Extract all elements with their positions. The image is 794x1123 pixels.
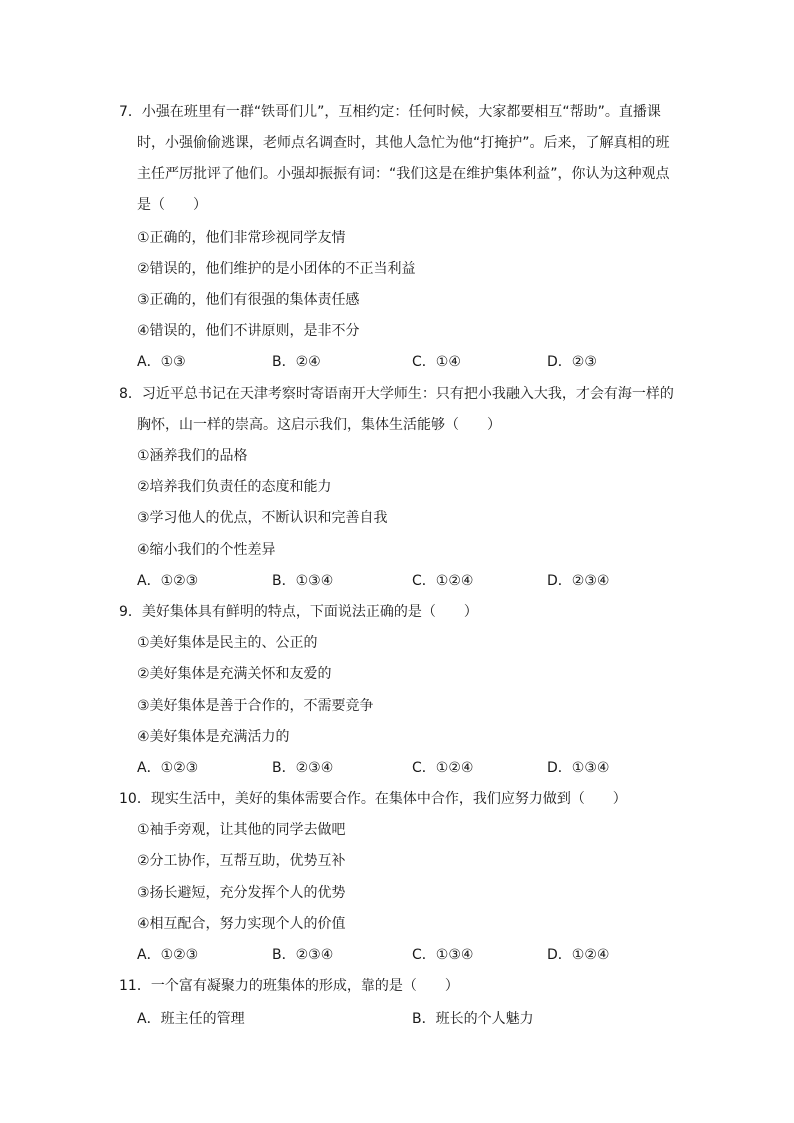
question-9-answer-row (137, 758, 697, 778)
question-9-option-c[interactable]: C．①②④ (412, 760, 474, 776)
question-10-option-d[interactable]: D．①②④ (547, 947, 610, 963)
question-9-option-a[interactable]: A．①②③ (137, 760, 199, 776)
question-8-statement-1: ①涵养我们的品格 (137, 448, 248, 464)
question-7-stem-line-4: 是（ ） (137, 197, 207, 213)
question-7-statement-4: ④错误的，他们不讲原则，是非不分 (137, 323, 360, 339)
question-10-option-b[interactable]: B．②③④ (272, 947, 334, 963)
question-8-stem-line-2: 胸怀，山一样的崇高。这启示我们，集体生活能够（ ） (137, 417, 501, 433)
question-8-option-b[interactable]: B．①③④ (272, 573, 334, 589)
question-7-statement-3: ③正确的，他们有很强的集体责任感 (137, 292, 360, 308)
question-7-answer-row (137, 352, 697, 372)
question-10-answer-row (137, 945, 697, 965)
question-11-answer-row (137, 1009, 697, 1029)
question-10-statement-2: ②分工协作，互帮互助，优势互补 (137, 853, 346, 869)
question-7-stem-line-2: 时，小强偷偷逃课，老师点名调查时，其他人急忙为他“打掩护”。后来，了解真相的班 (137, 135, 670, 151)
question-10-option-a[interactable]: A．①②③ (137, 947, 199, 963)
question-8-option-c[interactable]: C．①②④ (412, 573, 474, 589)
question-7-stem-line-3: 主任严厉批评了他们。小强却振振有词：“我们这是在维护集体利益”，你认为这种观点 (137, 166, 670, 182)
question-9-statement-4: ④美好集体是充满活力的 (137, 729, 290, 745)
question-10-statement-4: ④相互配合，努力实现个人的价值 (137, 916, 346, 932)
question-7-stem-line-1: 7．小强在班里有一群“铁哥们儿”，互相约定：任何时候，大家都要相互“帮助”。直播课 (119, 104, 661, 120)
question-11-option-b[interactable]: B．班长的个人魅力 (412, 1011, 534, 1027)
question-8-answer-row (137, 571, 697, 591)
question-10-option-c[interactable]: C．①③④ (412, 947, 474, 963)
question-9-statement-1: ①美好集体是民主的、公正的 (137, 635, 318, 651)
question-7-option-d[interactable]: D．②③ (547, 354, 597, 370)
question-9-option-b[interactable]: B．②③④ (272, 760, 334, 776)
question-8-statement-3: ③学习他人的优点，不断认识和完善自我 (137, 510, 388, 526)
question-8-statement-2: ②培养我们负责任的态度和能力 (137, 479, 332, 495)
question-9-statement-2: ②美好集体是充满关怀和友爱的 (137, 666, 332, 682)
question-8-option-d[interactable]: D．②③④ (547, 573, 610, 589)
question-7-option-b[interactable]: B．②④ (272, 354, 321, 370)
question-8-statement-4: ④缩小我们的个性差异 (137, 542, 276, 558)
question-7-option-a[interactable]: A．①③ (137, 354, 186, 370)
question-9-stem-line-1: 9．美好集体具有鲜明的特点，下面说法正确的是（ ） (119, 604, 478, 620)
question-7-statement-1: ①正确的，他们非常珍视同学友情 (137, 230, 346, 246)
question-9-statement-3: ③美好集体是善于合作的，不需要竞争 (137, 698, 374, 714)
question-8-option-a[interactable]: A．①②③ (137, 573, 199, 589)
question-11-stem-line-1: 11．一个富有凝聚力的班集体的形成，靠的是（ ） (119, 978, 459, 994)
question-8-stem-line-1: 8．习近平总书记在天津考察时寄语南开大学师生：只有把小我融入大我，才会有海一样的 (119, 386, 674, 402)
question-11-option-a[interactable]: A．班主任的管理 (137, 1011, 245, 1027)
question-9-option-d[interactable]: D．①③④ (547, 760, 610, 776)
question-10-statement-1: ①袖手旁观，让其他的同学去做吧 (137, 822, 346, 838)
question-10-statement-3: ③扬长避短，充分发挥个人的优势 (137, 885, 346, 901)
question-7-option-c[interactable]: C．①④ (412, 354, 461, 370)
question-7-statement-2: ②错误的，他们维护的是小团体的不正当利益 (137, 261, 416, 277)
question-10-stem-line-1: 10．现实生活中，美好的集体需要合作。在集体中合作，我们应努力做到（ ） (119, 791, 627, 807)
